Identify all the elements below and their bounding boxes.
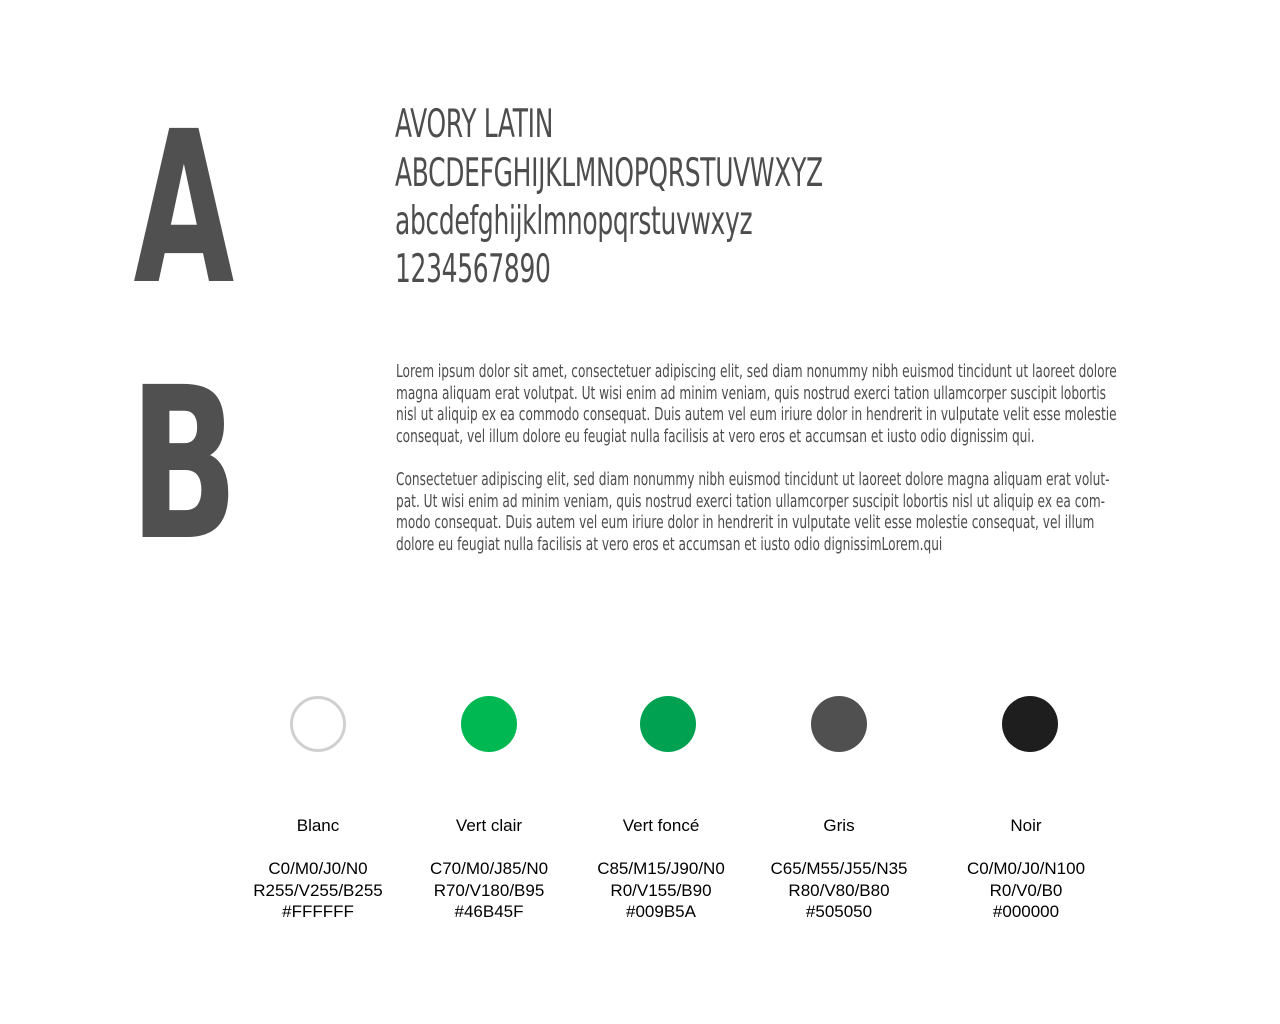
color-circle [640, 696, 696, 752]
large-letter-a: A [133, 86, 235, 331]
font-specimen [395, 100, 1015, 294]
sample-paragraph-1 [396, 362, 1161, 448]
color-circle [811, 696, 867, 752]
font-name-title: AVORY LATIN [395, 102, 554, 147]
rgb-value: R0/V0/B0 [989, 880, 1063, 900]
rgb-value: R255/V255/B255 [253, 880, 383, 900]
color-codes [749, 858, 929, 923]
paragraph-line: pat. Ut wisi enim ad minim veniam, quis nostrud exerci tation ullamcorper suscipit lobortis nisl ut aliquip ex ea com- [396, 491, 1106, 512]
cmyk-value: C85/M15/J90/N0 [597, 859, 725, 878]
paragraph-line: magna aliquam erat volutpat. Ut wisi enim ad minim veniam, quis nostrud exerci tation ullamcorper suscipit lobortis [396, 383, 1107, 404]
color-name: Noir [1010, 816, 1042, 835]
color-codes [228, 858, 408, 923]
lowercase-alphabet: abcdefghijklmnopqrstuvwxyz [395, 199, 753, 244]
cmyk-value: C70/M0/J85/N0 [429, 859, 549, 878]
paragraph-line: Consectetuer adipiscing elit, sed diam nonummy nibh euismod tincidunt ut laoreet dolore magna aliquam erat volut- [396, 470, 1110, 490]
color-swatch-vert-fonce [571, 696, 751, 923]
hex-value: #FFFFFF [282, 902, 354, 921]
color-circle [461, 696, 517, 752]
paragraph-line: dolore eu feugiat nulla facilisis at vero eros et accumsan et iusto odio dignissimLorem.qui [396, 534, 943, 555]
large-letter-b: B [129, 342, 239, 587]
color-name: Vert clair [455, 816, 523, 835]
rgb-value: R70/V180/B95 [433, 880, 545, 900]
color-name: Blanc [296, 816, 340, 835]
color-name: Gris [823, 816, 855, 835]
hex-value: #505050 [805, 902, 873, 921]
cmyk-value: C0/M0/J0/N0 [268, 859, 368, 878]
paragraph-line: nisl ut aliquip ex ea commodo consequat. Duis autem vel eum iriure dolor in hendrerit in vulputate velit esse molestie [396, 405, 1117, 426]
color-codes [571, 858, 751, 923]
color-codes [936, 858, 1116, 923]
sample-paragraph-2 [396, 470, 1161, 556]
uppercase-alphabet: ABCDEFGHIJKLMNOPQRSTUVWXYZ [395, 151, 823, 196]
color-codes [399, 858, 579, 923]
color-circle [290, 696, 346, 752]
paragraph-line: consequat, vel illum dolore eu feugiat nulla facilisis at vero eros et accumsan et iusto odio dignissim qui. [396, 426, 1035, 447]
color-circle [1002, 696, 1058, 752]
color-swatch-noir [936, 696, 1116, 923]
color-swatch-gris [749, 696, 929, 923]
rgb-value: R80/V80/B80 [788, 880, 890, 900]
color-name: Vert foncé [622, 816, 700, 835]
cmyk-value: C0/M0/J0/N100 [966, 859, 1086, 878]
paragraph-line: Lorem ipsum dolor sit amet, consectetuer adipiscing elit, sed diam nonummy nibh euismod tincidunt ut laoreet dolore [396, 362, 1117, 382]
rgb-value: R0/V155/B90 [610, 880, 712, 900]
cmyk-value: C65/M55/J55/N35 [770, 859, 908, 878]
hex-value: #009B5A [626, 902, 696, 921]
color-swatch-vert-clair [399, 696, 579, 923]
digits-row: 1234567890 [395, 247, 551, 292]
hex-value: #000000 [992, 902, 1060, 921]
hex-value: #46B45F [454, 902, 524, 921]
color-swatch-blanc [228, 696, 408, 923]
paragraph-line: modo consequat. Duis autem vel eum iriure dolor in hendrerit in vulputate velit esse molestie consequat, vel illum [396, 513, 1095, 534]
